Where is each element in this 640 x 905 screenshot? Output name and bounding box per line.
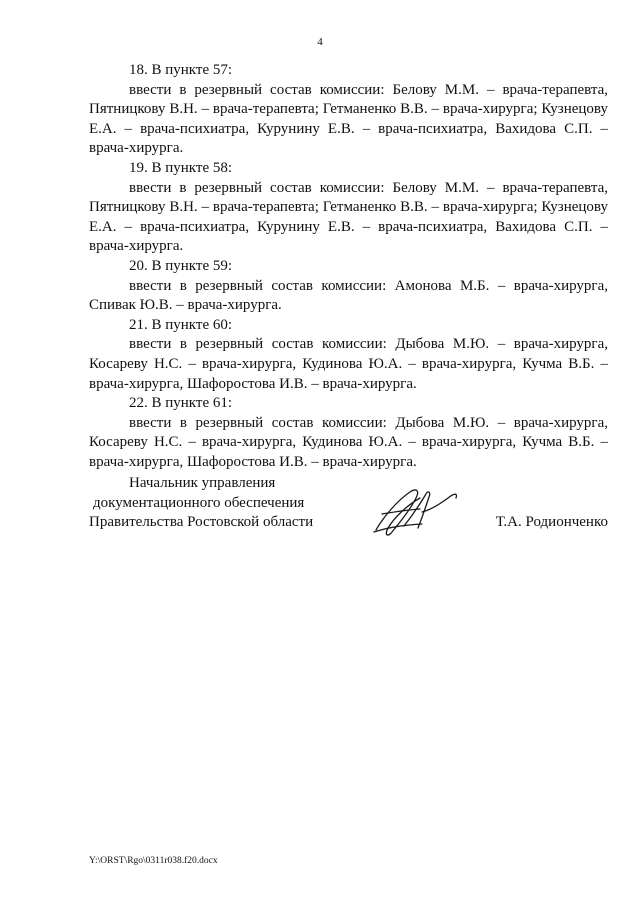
amendment-item [89, 394, 608, 472]
amendment-heading: 20. В пункте 59: [129, 257, 233, 274]
amendment-text: ввести в резервный состав комиссии: Дыбова М.Ю. – врача-хирурга, Косареву Н.С. – врача-хирурга, Кудинова Ю.А. – врача-хирурга, Кучма В.Б. – врача-хирурга, Шафоростова И.В. – врача-хирурга. [89, 336, 608, 392]
amendment-item [89, 61, 608, 159]
amendment-text: ввести в резервный состав комиссии: Амонова М.Б. – врача-хирурга, Спивак Ю.В. – врача-хирурга. [89, 277, 608, 314]
amendment-heading: 19. В пункте 58: [129, 159, 233, 176]
signatory-title-line: Начальник управления [129, 475, 276, 491]
signatory-title-line: документационного обеспечения [93, 494, 305, 511]
handwritten-signature [370, 482, 462, 540]
amendment-heading: 18. В пункте 57: [129, 62, 233, 78]
file-path-footer: Y:\ORST\Rgo\0311r038.f20.docx [89, 856, 218, 866]
signatory-title-line: Правительства Ростовской области [89, 514, 314, 531]
amendment-text: ввести в резервный состав комиссии: Дыбова М.Ю. – врача-хирурга, Косареву Н.С. – врача-хирурга, Кудинова Ю.А. – врача-хирурга, Кучма В.Б. – врача-хирурга, Шафоростова И.В. – врача-хирурга. [89, 414, 608, 470]
signatory-name: Т.А. Родионченко [495, 514, 608, 530]
amendment-text: ввести в резервный состав комиссии: Белову М.М. – врача-терапевта, Пятницкову В.Н. – врача-терапевта; Гетманенко В.В. – врача-хирурга; Кузнецову Е.А. – врача-психиатра, Курунину Е.В. – врача-психиатра, Вахидова С.П. – врача-хирурга. [89, 81, 608, 157]
amendment-item [89, 257, 608, 316]
amendment-heading: 22. В пункте 61: [129, 395, 233, 412]
amendments-list [89, 61, 608, 472]
amendment-item [89, 316, 608, 394]
signatory-title [89, 474, 339, 533]
amendment-heading: 21. В пункте 60: [129, 316, 233, 333]
amendment-text: ввести в резервный состав комиссии: Белову М.М. – врача-терапевта, Пятницкову В.Н. – врача-терапевта; Гетманенко В.В. – врача-хирурга; Кузнецову Е.А. – врача-психиатра, Курунину Е.В. – врача-психиатра, Вахидова С.П. – врача-хирурга. [89, 179, 608, 255]
amendment-item [89, 159, 608, 257]
page-number: 4 [317, 36, 323, 48]
